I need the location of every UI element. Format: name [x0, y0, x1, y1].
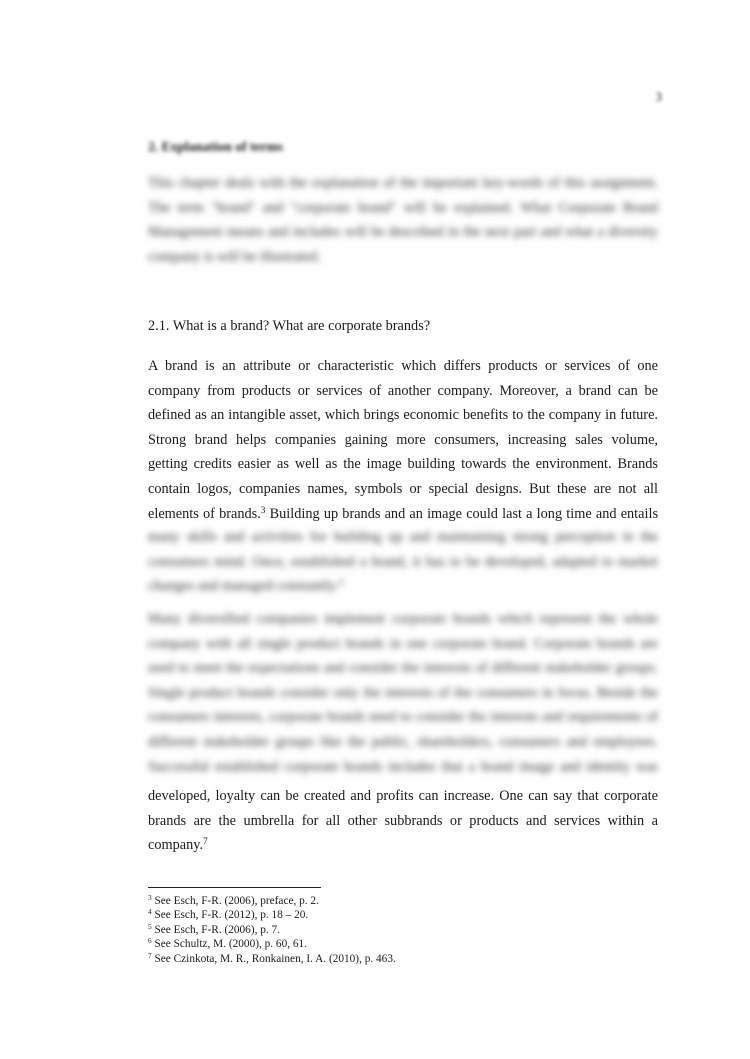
- blurred-paragraph-end: [148, 525, 658, 599]
- footnote-number: 4: [148, 907, 152, 917]
- blurred-line: Single product brands consider only the interests of the consumers in focus. Beside the: [148, 684, 658, 701]
- paragraph-line: Strong brand helps companies gaining more consumers, increasing sales volume,: [148, 431, 658, 448]
- section-heading: 2. Explanation of terms: [148, 139, 283, 154]
- paragraph-line: defined as an intangible asset, which brings economic benefits to the company in future.: [148, 407, 658, 424]
- paragraph-line: [148, 833, 658, 858]
- paragraph-line: developed, loyalty can be created and profits can increase. One can say that corporate: [148, 784, 658, 809]
- blurred-line: consumers mind. Once, established a brand, it has to be developed, adapted to market: [148, 553, 658, 570]
- footnote-text: See Esch, F-R. (2006), p. 7.: [154, 923, 281, 936]
- footnote: [148, 952, 396, 966]
- page-number: 3: [655, 89, 662, 104]
- footnote-number: 3: [148, 892, 152, 902]
- blurred-line: consumers interests, corporate brands need to consider the interests and requirements of: [148, 709, 658, 726]
- subsection-heading: 2.1. What is a brand? What are corporate brands?: [148, 318, 431, 334]
- brand-definition-paragraph: [148, 354, 658, 526]
- footnotes: [148, 894, 396, 966]
- blurred-line: used to meet the expectations and consider the interests of different stakeholder groups.: [148, 660, 658, 677]
- footnote-number: 6: [148, 936, 152, 946]
- blurred-line: Many diversified companies implement corporate brands which represent the whole: [148, 611, 658, 627]
- footnote: [148, 908, 396, 922]
- blurred-line: many skills and activities for building up and maintaining strong perception in the: [148, 529, 658, 545]
- footnote: [148, 937, 396, 951]
- footnote-ref: 3: [260, 505, 266, 516]
- paragraph-line: company from products or services of another company. Moreover, a brand can be: [148, 382, 658, 399]
- paragraph-line: contain logos, companies names, symbols or special designs. But these are not all: [148, 480, 658, 497]
- footnote-number: 7: [148, 950, 152, 960]
- intro-line: Management means and includes will be described in the next part and what a diversity: [148, 224, 658, 241]
- footnote-text: See Czinkota, M. R., Ronkainen, I. A. (2010), p. 463.: [154, 952, 396, 965]
- intro-paragraph: [148, 171, 658, 269]
- footnote: [148, 923, 396, 937]
- paragraph-line: getting credits easier as well as the image building towards the environment. Brands: [148, 456, 658, 473]
- blurred-line: Successful established corporate brands includes that a brand image and identity was: [148, 758, 658, 775]
- blurred-line: [148, 574, 658, 599]
- line-text: company.: [148, 837, 204, 854]
- line-text: elements of brands.: [148, 505, 261, 522]
- footnote-number: 5: [148, 921, 152, 931]
- blurred-corporate-brands-paragraph: [148, 607, 658, 779]
- footnote-separator: [148, 887, 321, 888]
- blurred-line: company with all single product brands in one corporate brand. Corporate brands are: [148, 635, 658, 652]
- line-text: Building up brands and an image could last a long time and entails: [265, 505, 659, 522]
- paragraph-line: [148, 502, 658, 527]
- footnote-ref: 4: [338, 578, 344, 589]
- footnote-text: See Schultz, M. (2000), p. 60, 61.: [154, 938, 307, 951]
- corporate-brands-paragraph: [148, 784, 658, 858]
- intro-line: This chapter deals with the explanation of the important key-words of this assignment.: [148, 175, 658, 191]
- paragraph-line: A brand is an attribute or characteristic which differs products or services of one: [148, 358, 658, 374]
- intro-line: company is will be illustrated.: [148, 248, 321, 265]
- footnote-text: See Esch, F-R. (2012), p. 18 – 20.: [154, 909, 309, 922]
- footnote-ref: 7: [203, 837, 208, 848]
- footnote: [148, 894, 396, 908]
- intro-line: The term "brand" and "corporate brand" will be explained. What Corporate Brand: [148, 199, 658, 216]
- line-text: changes and managed constantly.: [148, 578, 339, 595]
- footnote-text: See Esch, F-R. (2006), preface, p. 2.: [154, 895, 319, 907]
- blurred-line: different stakeholder groups like the public, shareholders, consumers and employees.: [148, 733, 658, 750]
- paragraph-line: brands are the umbrella for all other subbrands or products and services within a: [148, 809, 658, 834]
